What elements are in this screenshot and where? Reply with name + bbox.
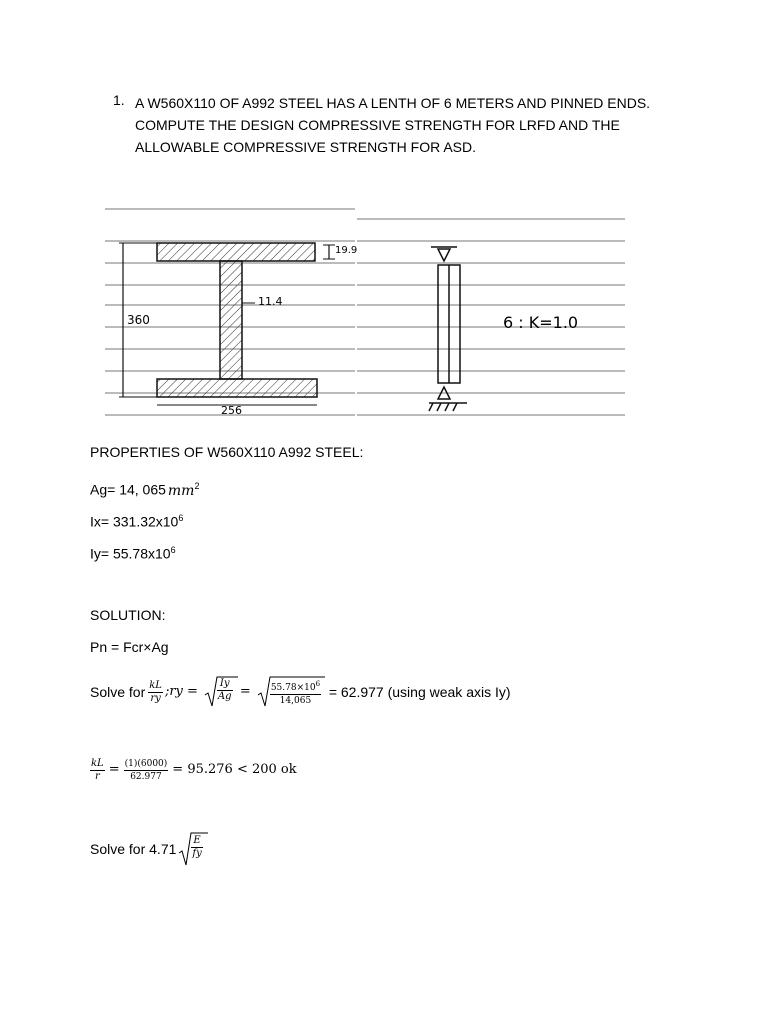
sketch-column-label: 6 : K=1.0 — [503, 313, 579, 332]
ix-property — [90, 507, 183, 533]
e-numerator: E — [191, 835, 202, 848]
ry-result: = 62.977 (using weak axis Iy) — [328, 684, 511, 700]
sqrt-e-fy — [178, 831, 208, 867]
pinned-column — [429, 247, 467, 411]
ag-property — [90, 475, 199, 502]
ag-exp: 2 — [194, 481, 200, 491]
limit-equation — [90, 830, 208, 868]
r-value: 62.977 — [130, 771, 162, 782]
ry-eq-label: ;ry = — [164, 684, 198, 699]
solve-for-label: Solve for — [90, 684, 146, 700]
kl-numerator: kL — [149, 679, 162, 691]
question-text — [135, 92, 650, 158]
ag-unit: mm — [167, 482, 195, 499]
kl-over-r — [90, 758, 105, 783]
ry-denominator: ry — [150, 692, 161, 704]
solution-heading: SOLUTION: — [90, 607, 166, 623]
sketch-web-label: 11.4 — [258, 295, 283, 308]
equals-sign-2: = — [108, 762, 120, 777]
ag-denominator: Ag — [217, 691, 232, 702]
kl-over-ry — [148, 680, 163, 705]
equals-sign: = — [239, 684, 251, 699]
sketch-depth-label: 360 — [127, 313, 150, 327]
sqrt-iy-ag — [204, 675, 238, 709]
iy-value: $55.78\times 10^6$ — [270, 680, 321, 693]
kl-numerator-2: kL — [91, 757, 104, 769]
iy-exp: 6 — [170, 545, 176, 555]
kl-value: (1)(6000) — [124, 758, 168, 769]
pn-equation: Pn = Fcr×Ag — [90, 639, 169, 655]
sketch-width-label: 256 — [221, 404, 242, 417]
iy-property — [90, 539, 176, 565]
fy-denominator: fy — [192, 848, 202, 859]
sketch-flange-label: 19.9 — [335, 245, 358, 256]
question-line-1: A W560X110 OF A992 STEEL HAS A LENTH OF 6 METERS AND PINNED ENDS. — [135, 95, 651, 111]
ry-equation — [90, 672, 511, 712]
value-fraction — [124, 758, 169, 783]
slenderness-result: = 95.276 < 200 ok — [172, 762, 297, 777]
slenderness-equation — [90, 754, 297, 786]
r-denominator: r — [94, 770, 100, 782]
sqrt-values — [257, 675, 325, 709]
ix-exp: 6 — [178, 513, 184, 523]
question-number: 1. — [113, 92, 125, 108]
ag-value: 14,065 — [279, 696, 312, 706]
ix-label: Ix= 331.32x10 — [90, 513, 179, 530]
solve-for-label-2: Solve for 4.71 — [90, 841, 177, 857]
iy-label: Iy= 55.78x10 — [90, 545, 171, 562]
properties-heading: PROPERTIES OF W560X110 A992 STEEL: — [90, 444, 364, 460]
question-line-2: COMPUTE THE DESIGN COMPRESSIVE STRENGTH FOR LRFD AND THE — [135, 117, 620, 133]
question-line-3: ALLOWABLE COMPRESSIVE STRENGTH FOR ASD. — [135, 139, 476, 155]
i-beam-section — [157, 243, 317, 397]
handwritten-sketch — [105, 205, 627, 433]
iy-numerator: Iy — [217, 678, 233, 691]
ag-label: Ag= 14, 065 — [90, 481, 166, 498]
